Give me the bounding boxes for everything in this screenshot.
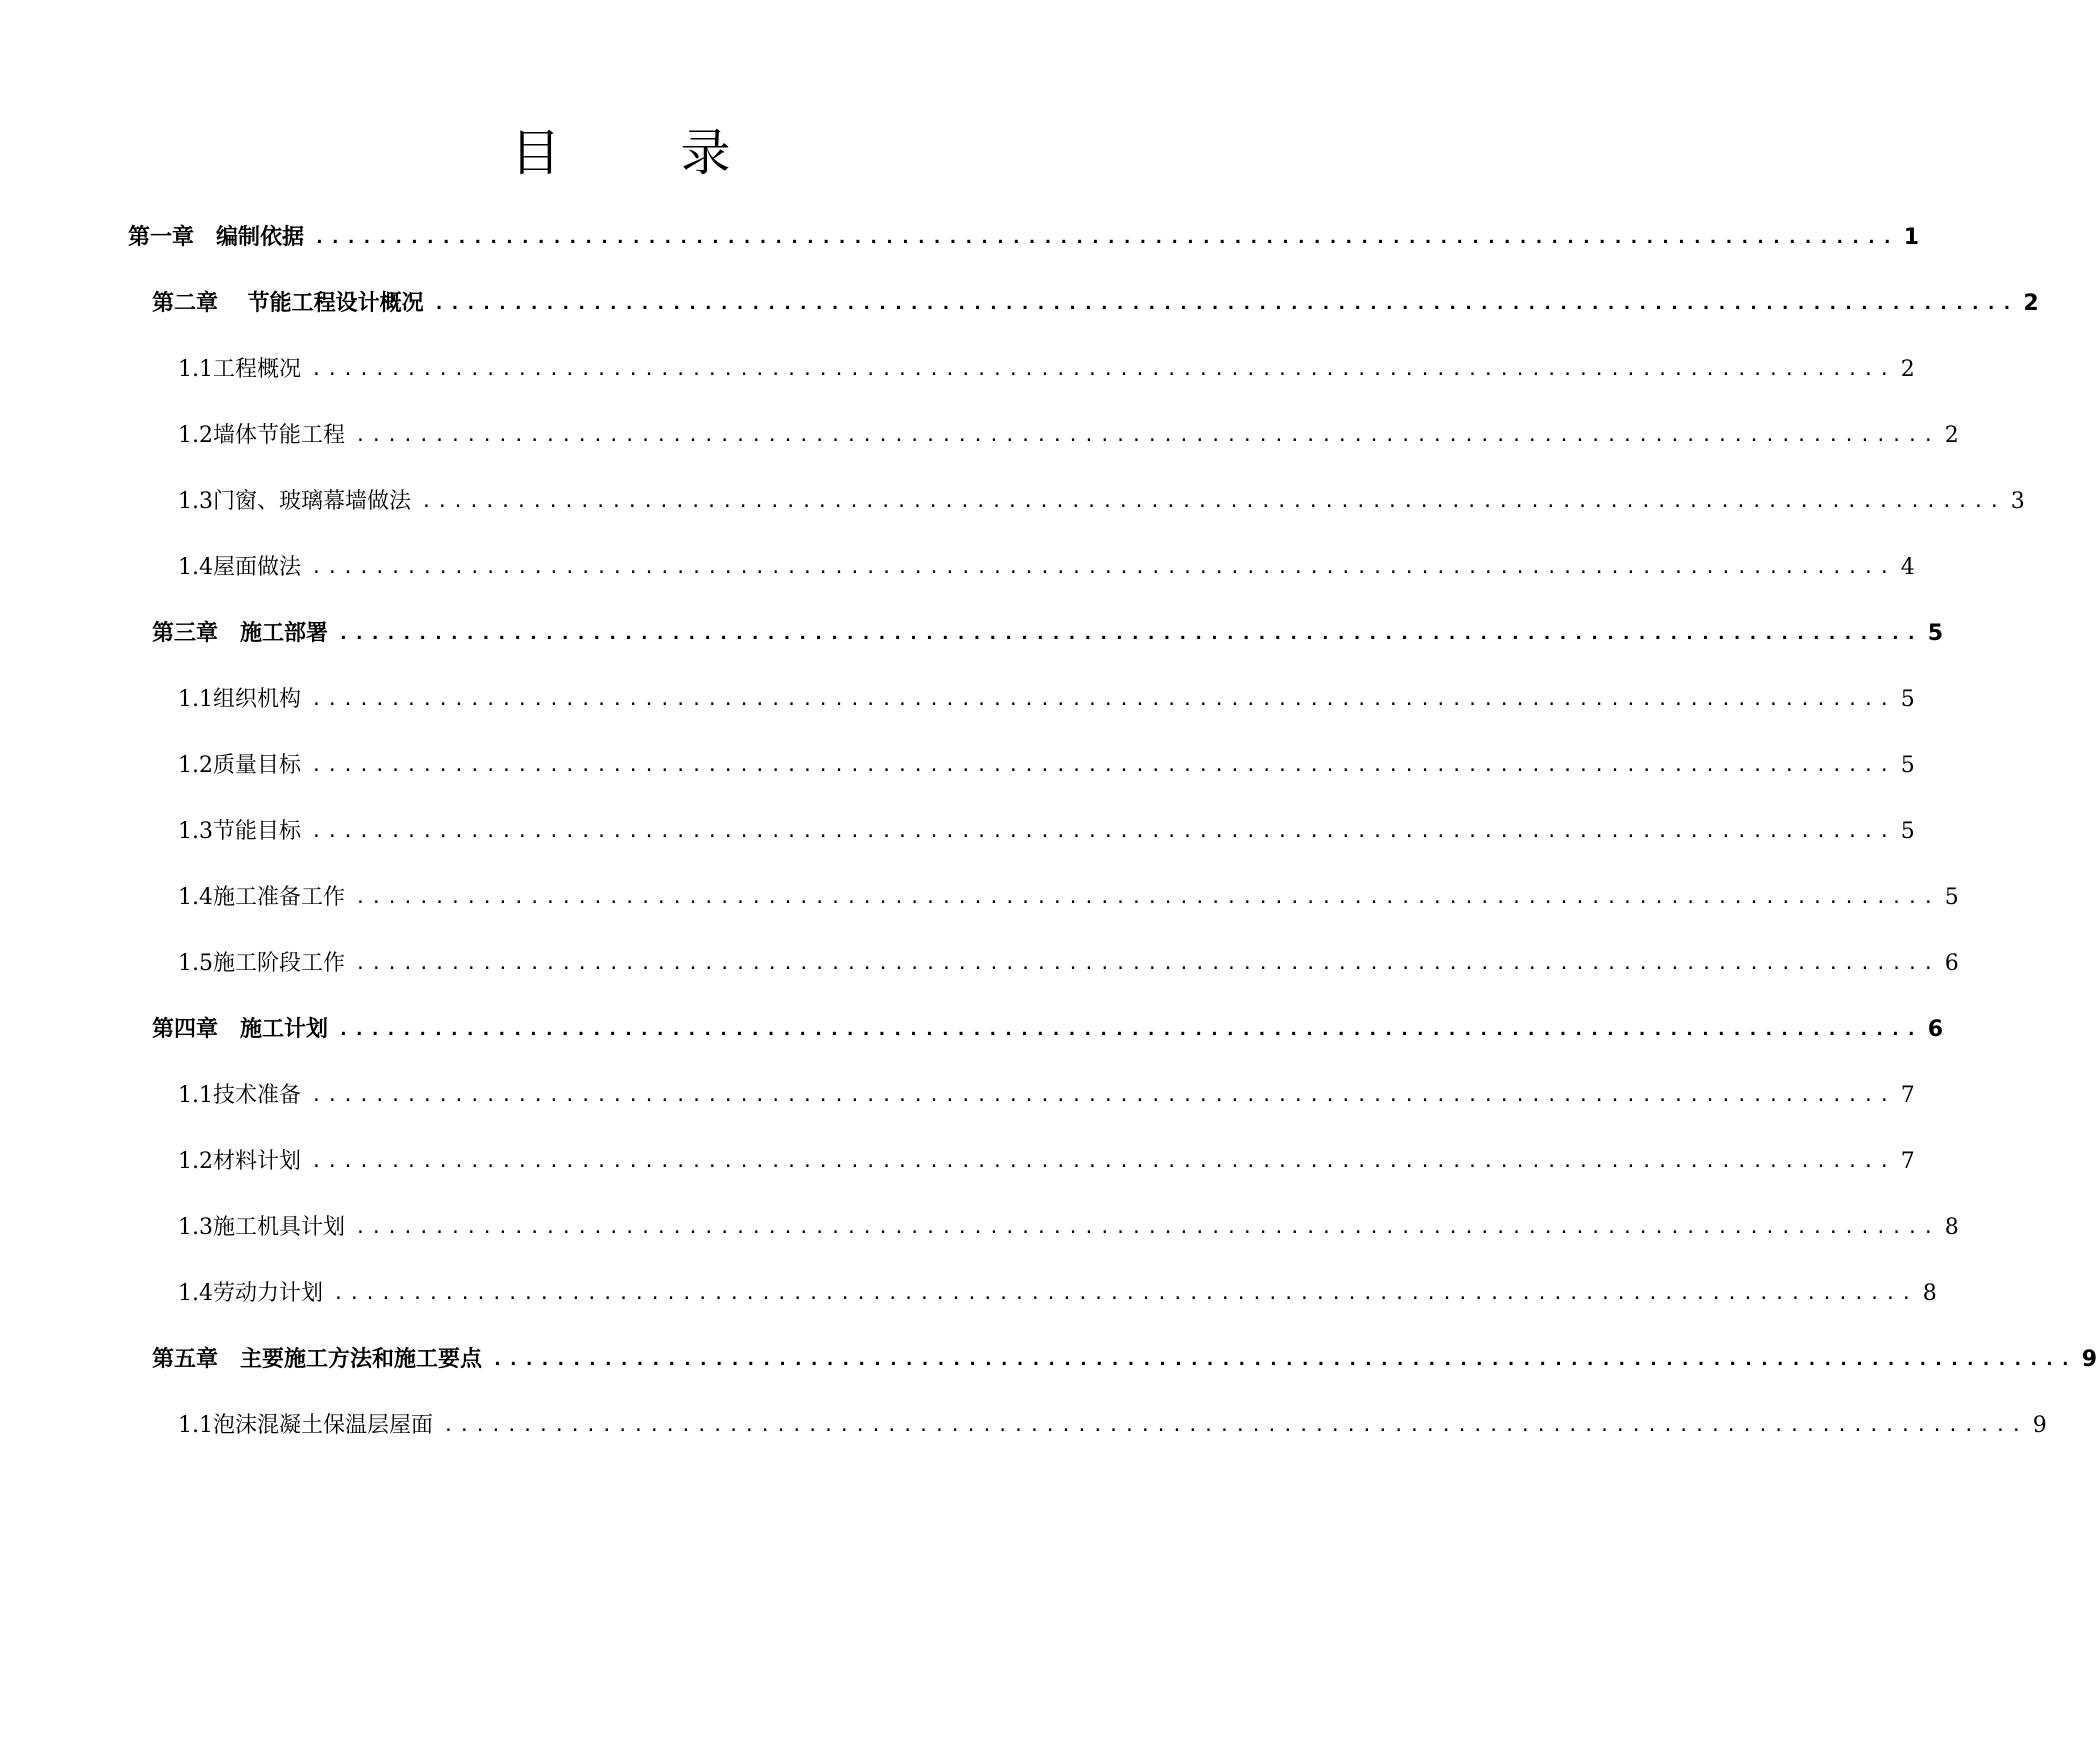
dot-leader: .................................................................................................... bbox=[338, 623, 1922, 644]
toc-entry-label: 1.3施工机具计划 bbox=[178, 1215, 345, 1240]
toc-page-number: 9 bbox=[2081, 1347, 2097, 1372]
toc-page-number: 5 bbox=[1900, 753, 1915, 778]
toc-entry-label: 1.4劳动力计划 bbox=[178, 1281, 323, 1306]
toc-entry-label: 1.2质量目标 bbox=[178, 753, 301, 778]
toc-page-number: 6 bbox=[1944, 951, 1959, 976]
toc-entry[interactable] bbox=[178, 1146, 1915, 1178]
toc-entry[interactable] bbox=[178, 1410, 2047, 1442]
toc-entry[interactable] bbox=[178, 354, 1915, 386]
toc-entry[interactable] bbox=[152, 1344, 2097, 1376]
toc-entry[interactable] bbox=[178, 420, 1959, 452]
toc-entry-label: 1.2墙体节能工程 bbox=[178, 423, 345, 448]
toc-entry[interactable] bbox=[178, 1080, 1915, 1112]
toc-entry[interactable] bbox=[178, 552, 1915, 584]
toc-entry[interactable] bbox=[152, 618, 1944, 650]
toc-entry-label: 1.4施工准备工作 bbox=[178, 885, 345, 910]
toc-page-number: 1 bbox=[1903, 225, 1920, 250]
dot-leader: .................................................................................................... bbox=[355, 1217, 1939, 1238]
toc-entry[interactable] bbox=[178, 882, 1959, 914]
dot-leader: .................................................................................................... bbox=[421, 491, 2005, 512]
dot-leader: .................................................................................................... bbox=[311, 1151, 1895, 1172]
page-title: 目 录 bbox=[510, 124, 783, 182]
toc-page-number: 5 bbox=[1927, 621, 1944, 646]
toc-page-number: 6 bbox=[1927, 1017, 1944, 1042]
toc-entry-label: 第五章 主要施工方法和施工要点 bbox=[152, 1347, 483, 1372]
toc-page-number: 7 bbox=[1900, 1083, 1915, 1108]
toc-entry-label: 1.2材料计划 bbox=[178, 1149, 301, 1174]
toc-page-number: 5 bbox=[1900, 819, 1915, 844]
toc-page-number: 2 bbox=[1944, 423, 1959, 448]
toc-entry[interactable] bbox=[128, 222, 1920, 254]
toc-entry-label: 第四章 施工计划 bbox=[152, 1017, 329, 1042]
dot-leader: .................................................................................................... bbox=[355, 887, 1939, 908]
dot-leader: .................................................................................................... bbox=[492, 1349, 2076, 1370]
toc-entry-label: 1.1组织机构 bbox=[178, 687, 301, 712]
dot-leader: .................................................................................................... bbox=[311, 755, 1895, 776]
toc-entry-label: 1.3门窗、玻璃幕墙做法 bbox=[178, 489, 411, 514]
toc-entry-label: 1.4屋面做法 bbox=[178, 555, 301, 580]
toc-entry[interactable] bbox=[178, 948, 1959, 980]
toc-entry[interactable] bbox=[178, 1278, 1937, 1310]
toc-entry[interactable] bbox=[178, 1212, 1959, 1244]
toc-entry-label: 1.1技术准备 bbox=[178, 1083, 301, 1108]
toc-page-number: 5 bbox=[1944, 885, 1959, 910]
dot-leader: .................................................................................................... bbox=[333, 1283, 1917, 1304]
dot-leader: .................................................................................................... bbox=[355, 425, 1939, 446]
dot-leader: .................................................................................................... bbox=[311, 359, 1895, 380]
toc-entry-label: 1.3节能目标 bbox=[178, 819, 301, 844]
dot-leader: .................................................................................................... bbox=[314, 227, 1898, 248]
toc-page-number: 2 bbox=[1900, 357, 1915, 382]
dot-leader: .................................................................................................... bbox=[311, 1085, 1895, 1106]
toc-entry-label: 1.1泡沫混凝土保温层屋面 bbox=[178, 1413, 433, 1438]
dot-leader: .................................................................................................... bbox=[443, 1415, 2027, 1436]
dot-leader: .................................................................................................... bbox=[433, 293, 2018, 314]
toc-page-number: 9 bbox=[2032, 1413, 2047, 1438]
toc-entry[interactable] bbox=[178, 750, 1915, 782]
dot-leader: .................................................................................................... bbox=[355, 953, 1939, 974]
toc-entry[interactable] bbox=[152, 1014, 1944, 1046]
toc-entry[interactable] bbox=[152, 288, 2039, 320]
dot-leader: .................................................................................................... bbox=[311, 557, 1895, 578]
toc-entry[interactable] bbox=[178, 486, 2025, 518]
toc-page-number: 4 bbox=[1900, 555, 1915, 580]
toc-page-number: 8 bbox=[1944, 1215, 1959, 1240]
toc-entry[interactable] bbox=[178, 816, 1915, 848]
toc-entry-label: 1.5施工阶段工作 bbox=[178, 951, 345, 976]
toc-page-number: 3 bbox=[2010, 489, 2025, 514]
toc-page-number: 8 bbox=[1922, 1281, 1937, 1306]
toc-page-number: 2 bbox=[2023, 291, 2039, 316]
dot-leader: .................................................................................................... bbox=[311, 821, 1895, 842]
toc-page-number: 5 bbox=[1900, 687, 1915, 712]
toc-entry-label: 1.1工程概况 bbox=[178, 357, 301, 382]
toc-entry-label: 第一章 编制依据 bbox=[128, 225, 305, 250]
dot-leader: .................................................................................................... bbox=[338, 1019, 1922, 1040]
toc-entry-label: 第三章 施工部署 bbox=[152, 621, 329, 646]
toc-page-number: 7 bbox=[1900, 1149, 1915, 1174]
toc-entry[interactable] bbox=[178, 684, 1915, 716]
toc-entry-label: 第二章 节能工程设计概况 bbox=[152, 291, 424, 316]
dot-leader: .................................................................................................... bbox=[311, 689, 1895, 710]
